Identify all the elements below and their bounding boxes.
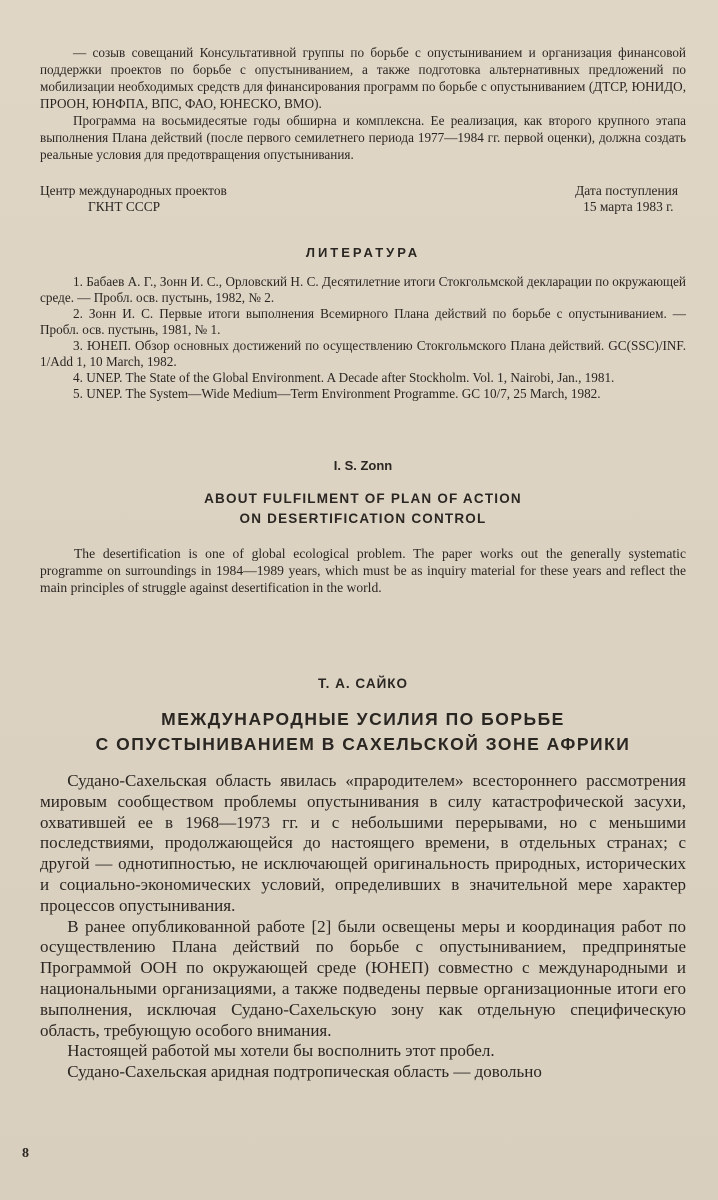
- article-title-line-1: МЕЖДУНАРОДНЫЕ УСИЛИЯ ПО БОРЬБЕ: [161, 709, 565, 729]
- english-title-line-2: ON DESERTIFICATION CONTROL: [239, 511, 487, 526]
- page-number: 8: [22, 1146, 29, 1161]
- english-author: I. S. Zonn: [333, 458, 393, 473]
- body-paragraph: Настоящей работой мы хотели бы восполнить этот пробел.: [67, 1041, 495, 1061]
- article-title-line-2: С ОПУСТЫНИВАНИЕМ В САХЕЛЬСКОЙ ЗОНЕ АФРИКИ: [95, 734, 631, 754]
- reference-item: 3. ЮНЕП. Обзор основных достижений по осуществлению Стокгольмского Плана действий. GC(SSC)/INF. 1/Add 1, 10 March, 1982.: [40, 338, 686, 369]
- reference-item: 1. Бабаев А. Г., Зонн И. С., Орловский Н. С. Десятилетние итоги Стокгольмской декларации по окружающей среде. — Пробл. осв. пустынь, 1982, № 2.: [40, 274, 686, 305]
- reference-item: 5. UNEP. The System—Wide Medium—Term Environment Programme. GC 10/7, 25 March, 1982.: [73, 386, 601, 401]
- received-label: Дата поступления: [575, 183, 678, 198]
- reference-item: 2. Зонн И. С. Первые итоги выполнения Всемирного Плана действий по борьбе с опустыниванием. — Пробл. осв. пустынь, 1981, № 1.: [40, 306, 686, 337]
- submission-meta: [40, 183, 686, 215]
- organization-block: [40, 183, 227, 215]
- body-paragraph: Судано-Сахельская аридная подтропическая область — довольно: [67, 1062, 542, 1082]
- organization-line-2: ГКНТ СССР: [88, 199, 161, 214]
- article-author: Т. А. САЙКО: [317, 676, 409, 691]
- intro-list-item: — созыв совещаний Консультативной группы по борьбе с опустыниванием и организация финансовой поддержки проектов по борьбе с опустыниванием, а также подготовка альтернативных предложений по мобилизации необходимых средств для финансирования программ по борьбе с опустыниванием (ДТСР, ЮНИДО, ПРООН, ЮНФПА, ВПС, ФАО, ЮНЕСКО, ВМО).: [40, 45, 686, 111]
- english-title: [40, 489, 686, 529]
- article-title: [40, 707, 686, 757]
- english-abstract: The desertification is one of global ecological problem. The paper works out the generally systematic programme on surroundings in 1984—1989 years, which must be as inquiry material for these years and reflect the main principles of struggle against desertification in the world.: [40, 546, 686, 595]
- article-body: [40, 771, 686, 1083]
- organization-line-1: Центр международных проектов: [40, 183, 227, 198]
- body-paragraph: Судано-Сахельская область явилась «прародителем» всестороннего рассмотрения мировым сообществом проблемы опустынивания в силу катастрофической засухи, охватившей ее в 1968—1973 гг. и с небольшими перерывами, но с меньшими последствиями, продолжающейся до настоящего времени, в отдельных странах; с другой — однотипностью, не исключающей оригинальность природных, исторических и социально-экономических условий, определивших в значительной мере характер процессов опустынивания.: [40, 771, 686, 915]
- reference-list: [40, 274, 686, 402]
- english-title-line-1: ABOUT FULFILMENT OF PLAN OF ACTION: [204, 491, 522, 506]
- received-date: 15 марта 1983 г.: [583, 199, 674, 214]
- body-paragraph: В ранее опубликованной работе [2] были освещены меры и координация работ по осуществлению Плана действий по борьбе с опустыниванием, предпринятые Программой ООН по окружающей среде (ЮНЕП) совместно с международными и национальными организациями, а также подведены первые организационные итоги его выполнения, исключая Судано-Сахельскую зону как отдельную специфическую область, требующую особого внимания.: [40, 916, 686, 1040]
- intro-summary: Программа на восьмидесятые годы обширна и комплексна. Ее реализация, как второго крупного этапа выполнения Плана действий (после первого семилетнего периода 1977—1984 гг. первой оценки), должна создать реальные условия для предотвращения опустынивания.: [40, 113, 686, 162]
- reference-item: 4. UNEP. The State of the Global Environment. A Decade after Stockholm. Vol. 1, Nairobi, Jan., 1981.: [73, 370, 615, 385]
- literature-heading: ЛИТЕРАТУРА: [305, 245, 421, 260]
- received-date-block: [575, 183, 686, 215]
